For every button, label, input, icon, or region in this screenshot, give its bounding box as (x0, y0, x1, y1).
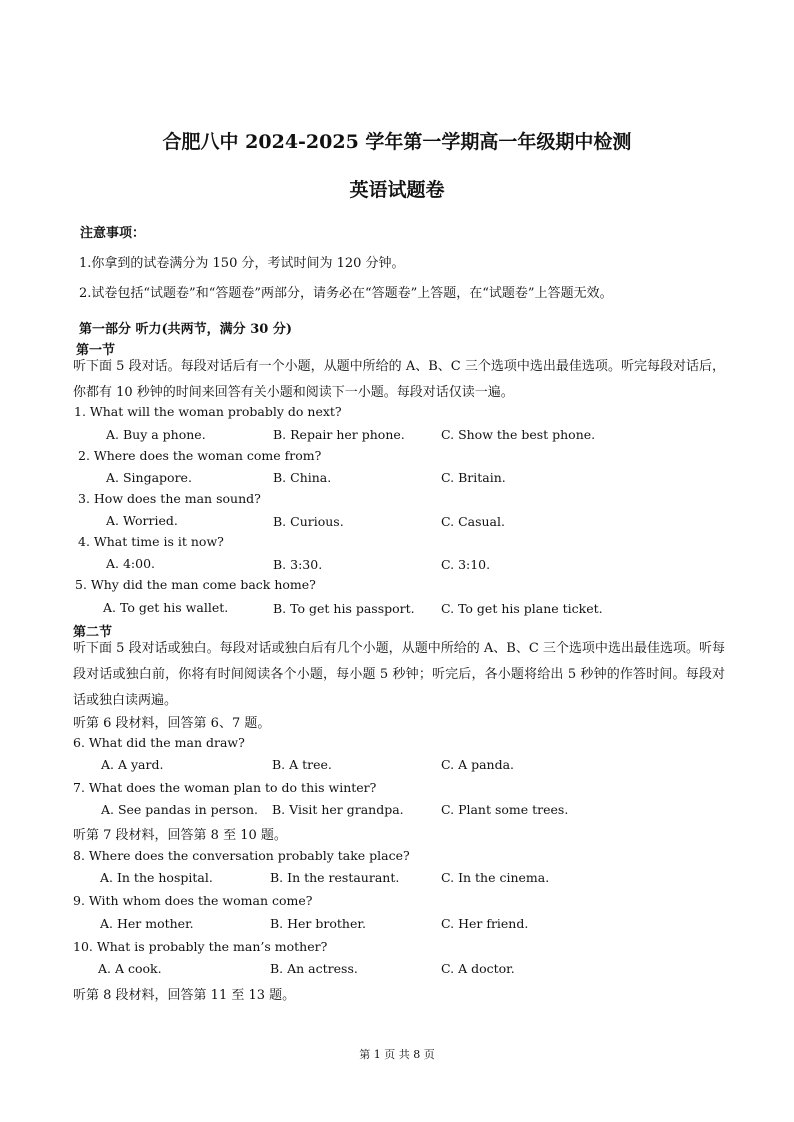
question-4-option-c: C. 3:10. (441, 557, 491, 572)
material-6-note: 听第 6 段材料，回答第 6、7 题。 (73, 716, 271, 731)
question-10: 10. What is probably the man’s mother? (73, 939, 328, 954)
question-5-option-b: B. To get his passport. (273, 601, 415, 616)
question-7-option-a: A. See pandas in person. (101, 802, 259, 817)
question-3: 3. How does the man sound? (78, 491, 261, 506)
question-1-option-a: A. Buy a phone. (106, 427, 206, 442)
page-footer: 第 1 页 共 8 页 (359, 1048, 435, 1061)
question-5: 5. Why did the man come back home? (75, 577, 316, 592)
question-3-option-a: A. Worried. (106, 513, 178, 528)
question-1-option-b: B. Repair her phone. (273, 427, 405, 442)
question-8-option-b: B. In the restaurant. (270, 870, 400, 885)
section1-heading: 第一节 (76, 343, 116, 358)
question-2: 2. Where does the woman come from? (78, 448, 322, 463)
question-7-option-c: C. Plant some trees. (441, 802, 569, 817)
question-4: 4. What time is it now? (78, 534, 224, 549)
question-10-option-c: C. A doctor. (441, 961, 515, 976)
question-2-option-c: C. Britain. (441, 470, 506, 485)
question-10-option-a: A. A cook. (98, 961, 162, 976)
question-7: 7. What does the woman plan to do this winter? (73, 780, 377, 795)
part1-heading: 第一部分 听力(共两节，满分 30 分) (79, 322, 292, 337)
question-4-option-a: A. 4:00. (106, 556, 156, 571)
question-5-option-c: C. To get his plane ticket. (441, 601, 603, 616)
question-2-option-a: A. Singapore. (106, 470, 192, 485)
material-8-note: 听第 8 段材料，回答第 11 至 13 题。 (73, 988, 296, 1003)
notice-item-2: 2.试卷包括“试题卷”和“答题卷”两部分，请务必在“答题卷”上答题，在“试题卷”上答题无效。 (79, 286, 613, 301)
question-1: 1. What will the woman probably do next? (74, 404, 342, 419)
question-1-option-c: C. Show the best phone. (441, 427, 596, 442)
question-10-option-b: B. An actress. (270, 961, 358, 976)
question-9-option-a: A. Her mother. (100, 916, 194, 931)
question-9: 9. With whom does the woman come? (73, 893, 313, 908)
question-6: 6. What did the man draw? (73, 735, 245, 750)
notice-heading: 注意事项： (80, 226, 146, 241)
question-3-option-b: B. Curious. (273, 514, 344, 529)
question-3-option-c: C. Casual. (441, 514, 505, 529)
question-8-option-a: A. In the hospital. (100, 870, 213, 885)
question-9-option-b: B. Her brother. (270, 916, 366, 931)
section2-heading: 第二节 (73, 625, 113, 640)
section2-instructions: 听下面 5 段对话或独白。每段对话或独白后有几个小题，从题中所给的 A、B、C 三个选项中选出最佳选项。听每段对话或独白前，你将有时间阅读各个小题，每小题 5 秒钟；听完后，各小题将给出 5 秒钟的作答时间。每段对话或独白读两遍。 (73, 641, 725, 708)
question-7-option-b: B. Visit her grandpa. (272, 802, 404, 817)
question-6-option-a: A. A yard. (101, 757, 164, 772)
question-8: 8. Where does the conversation probably take place? (73, 848, 410, 863)
question-6-option-c: C. A panda. (441, 757, 514, 772)
section1-instructions: 听下面 5 段对话。每段对话后有一个小题，从题中所给的 A、B、C 三个选项中选出最佳选项。听完每段对话后，你都有 10 秒钟的时间来回答有关小题和阅读下一小题。每段对话仅读一遍。 (73, 359, 725, 400)
exam-subtitle: 英语试题卷 (349, 179, 445, 201)
question-5-option-a: A. To get his wallet. (103, 600, 229, 615)
exam-title: 合肥八中 2024-2025 学年第一学期高一年级期中检测 (162, 131, 632, 153)
question-4-option-b: B. 3:30. (273, 557, 323, 572)
question-2-option-b: B. China. (273, 470, 332, 485)
notice-item-1: 1.你拿到的试卷满分为 150 分，考试时间为 120 分钟。 (79, 256, 405, 271)
question-6-option-b: B. A tree. (272, 757, 332, 772)
material-7-note: 听第 7 段材料，回答第 8 至 10 题。 (73, 828, 287, 843)
question-8-option-c: C. In the cinema. (441, 870, 550, 885)
question-9-option-c: C. Her friend. (441, 916, 529, 931)
